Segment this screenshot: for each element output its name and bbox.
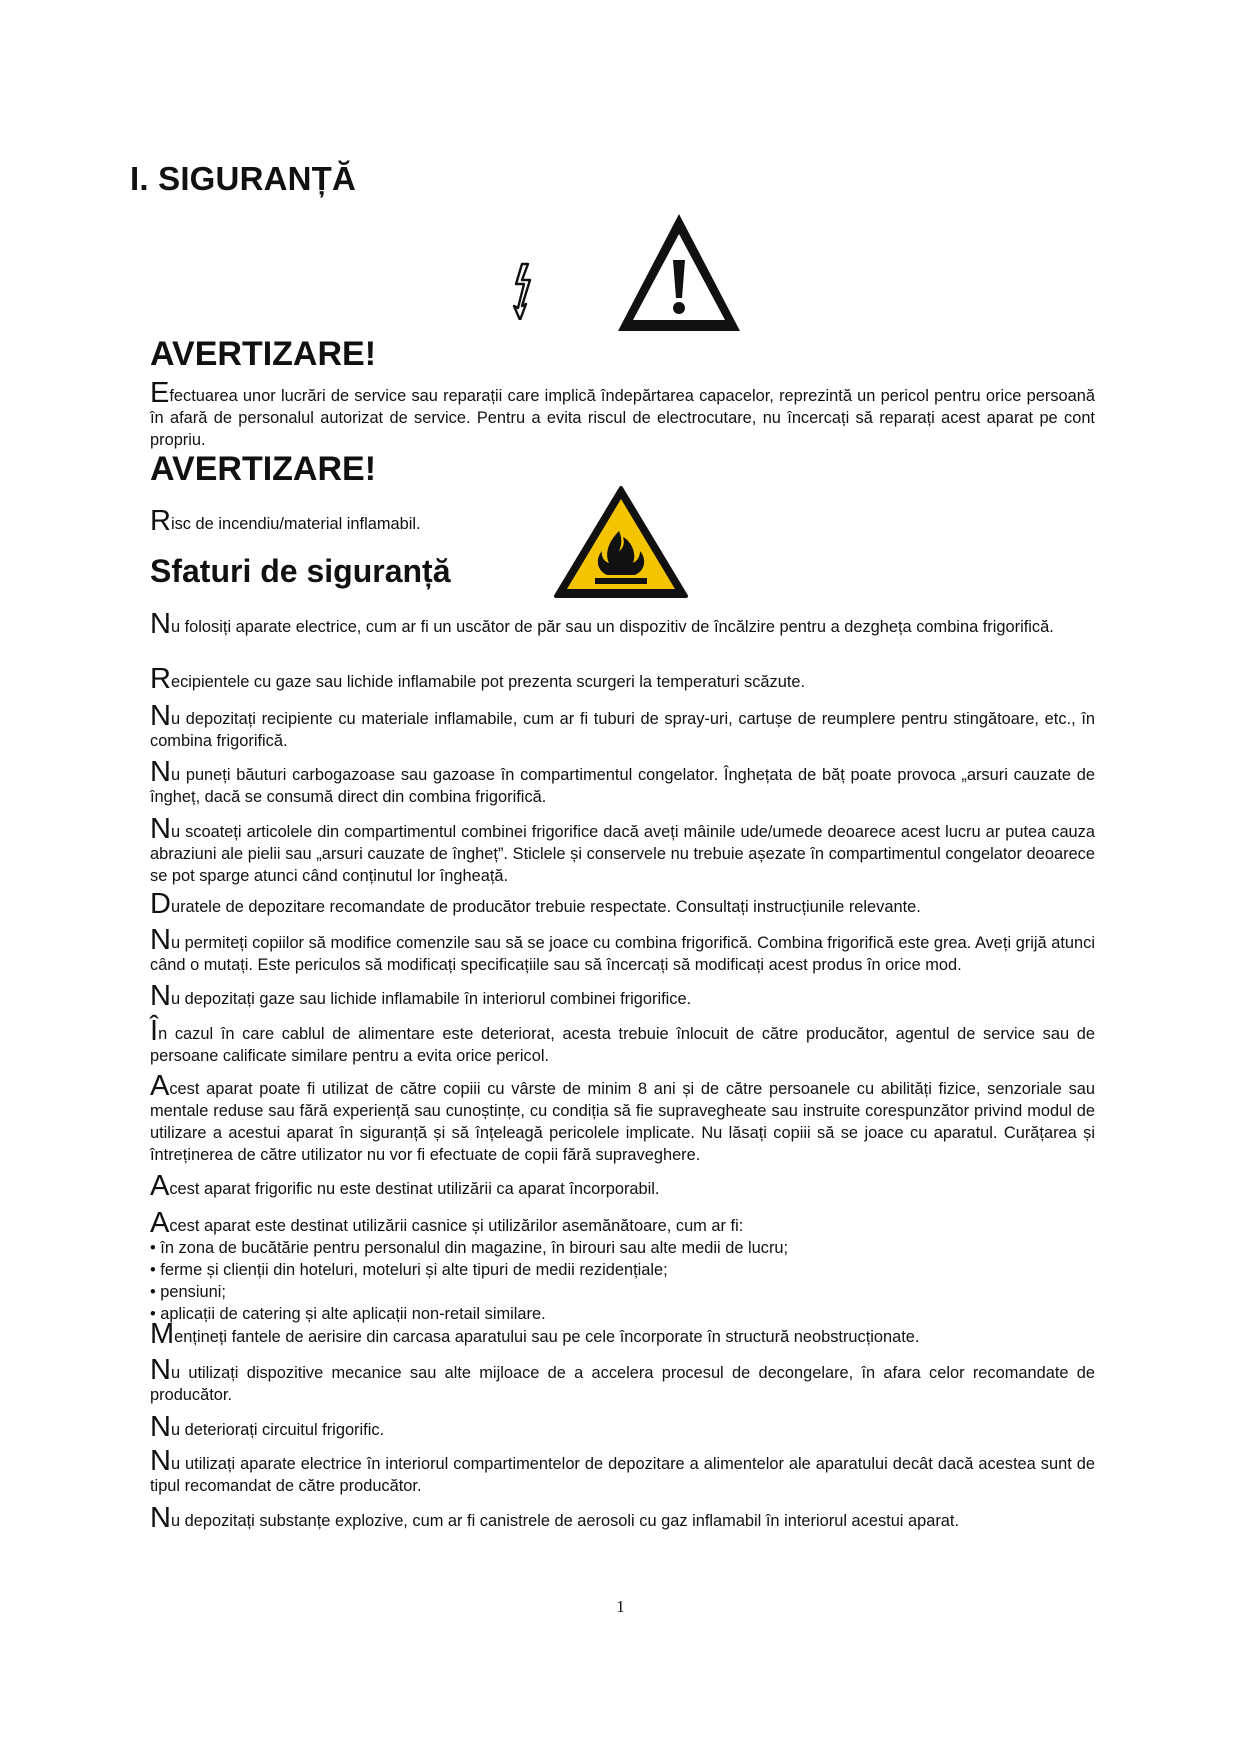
paragraph-text: u depozitați substanțe explozive, cum ar fi canistrele de aerosoli cu gaz inflamabil în interiorul acestui aparat.	[170, 1512, 960, 1530]
paragraph-text: uratele de depozitare recomandate de producător trebuie respectate. Consultați instrucțiunile relevante.	[170, 898, 921, 916]
safety-item-with-list	[150, 1207, 1095, 1325]
safety-item	[150, 888, 1095, 920]
safety-item	[150, 1411, 1095, 1443]
drop-initial: N	[150, 924, 171, 956]
paragraph-text: u puneți băuturi carbogazoase sau gazoase în compartimentul congelator. Înghețata de băț poate provoca „arsuri cauzate de îngheț, dacă se consumă direct din combina frigorifică.	[150, 766, 1095, 806]
drop-initial: R	[150, 505, 171, 537]
paragraph-text: ecipientele cu gaze sau lichide inflamabile pot prezenta scurgeri la temperaturi scăzute.	[170, 673, 806, 691]
drop-initial: N	[150, 1354, 171, 1386]
warning-heading-1: AVERTIZARE!	[150, 335, 377, 373]
paragraph-text: fectuarea unor lucrări de service sau reparații care implică îndepărtarea capacelor, reprezintă un pericol pentru orice persoană în afară de personalul autorizat de service. Pentru a evita riscul de electrocutare, nu încercați să reparați acest aparat pe cont propriu.	[150, 387, 1095, 449]
safety-item	[150, 1015, 1095, 1067]
page-title: I. SIGURANȚĂ	[130, 160, 357, 197]
safety-item	[150, 663, 1095, 695]
safety-item	[150, 756, 1095, 808]
safety-item	[150, 700, 1095, 752]
drop-initial: N	[150, 756, 171, 788]
safety-item	[150, 1170, 1095, 1202]
drop-initial: D	[150, 888, 171, 920]
drop-initial: Î	[150, 1015, 159, 1047]
drop-initial: N	[150, 980, 171, 1012]
drop-initial: A	[150, 1170, 170, 1202]
bullet-item: • în zona de bucătărie pentru personalul din magazine, în birouri sau alte medii de lucru;	[150, 1239, 789, 1257]
safety-item	[150, 924, 1095, 976]
safety-item	[150, 813, 1095, 887]
drop-initial: N	[150, 813, 171, 845]
paragraph-text: cest aparat poate fi utilizat de către copiii cu vârste de minim 8 ani și de către persoanele cu abilități fizice, senzoriale sau mentale reduse sau fără experiență sau cunoștințe, cu condiția să fie supravegheate sau instruite corespunzător privind modul de utilizare a acestui aparat în siguranță și să înțeleagă pericolele implicate. Nu lăsați copiii să se joace cu aparatul. Curățarea și întreținerea de către utilizator nu vor fi efectuate de copii fără supraveghere.	[150, 1080, 1095, 1164]
safety-item	[150, 1354, 1095, 1406]
drop-initial: R	[150, 663, 171, 695]
paragraph-text: n cazul în care cablul de alimentare este deteriorat, acesta trebuie înlocuit de către producător, agentul de service sau de persoane calificate similare pentru a evita orice pericol.	[150, 1025, 1095, 1065]
paragraph-text: isc de incendiu/material inflamabil.	[170, 515, 421, 533]
paragraph-text: u depozitați recipiente cu materiale inflamabile, cum ar fi tuburi de spray-uri, cartușe de reumplere pentru stingătoare, etc., în combina frigorifică.	[150, 710, 1095, 750]
paragraph-text: u deteriorați circuitul frigorific.	[170, 1421, 385, 1439]
bullet-item: • pensiuni;	[150, 1283, 226, 1301]
drop-initial: N	[150, 1445, 171, 1477]
bullet-item: • aplicații de catering și alte aplicații non-retail similare.	[150, 1305, 546, 1323]
electric-shock-bolt-icon	[508, 262, 542, 320]
paragraph-text: cest aparat este destinat utilizării casnice și utilizărilor asemănătoare, cum ar fi:	[169, 1217, 744, 1235]
paragraph-text: u utilizați aparate electrice în interiorul compartimentelor de depozitare a alimentelor ale aparatului decât dacă acestea sunt de tipul recomandat de către producător.	[150, 1455, 1095, 1495]
safety-item	[150, 1070, 1095, 1166]
drop-initial: M	[150, 1318, 175, 1350]
flammable-material-icon	[553, 485, 689, 599]
paragraph-text: ențineți fantele de aerisire din carcasa aparatului sau pe cele încorporate în structură neobstrucționate.	[174, 1328, 920, 1346]
safety-advice-heading: Sfaturi de siguranță	[150, 553, 451, 589]
paragraph-text: u utilizați dispozitive mecanice sau alte mijloace de a accelera procesul de decongelare, în afara celor recomandate de producător.	[150, 1364, 1095, 1404]
paragraph-text: cest aparat frigorific nu este destinat utilizării ca aparat încorporabil.	[169, 1180, 660, 1198]
paragraph-text: u depozitați gaze sau lichide inflamabile în interiorul combinei frigorifice.	[170, 990, 692, 1008]
warning-triangle-icon	[614, 210, 744, 335]
warning-text-1	[150, 377, 1095, 451]
page-number: 1	[616, 1597, 625, 1616]
usage-bullet-list	[150, 1237, 1095, 1325]
safety-item	[150, 980, 1095, 1012]
safety-item	[150, 1318, 1095, 1350]
drop-initial: N	[150, 700, 171, 732]
drop-initial: A	[150, 1070, 170, 1102]
safety-item	[150, 1445, 1095, 1497]
drop-initial: N	[150, 1502, 171, 1534]
warning-heading-2: AVERTIZARE!	[150, 450, 377, 488]
paragraph-text: u scoateți articolele din compartimentul combinei frigorifice dacă aveți mâinile ude/umede deoarece acest lucru ar putea cauza abraziuni ale pielii sau „arsuri cauzate de îngheț”. Sticlele și conservele nu trebuie așezate în compartimentul congelator deoarece se pot sparge atunci când conținutul lor îngheață.	[150, 823, 1095, 885]
drop-initial: A	[150, 1207, 170, 1239]
drop-initial: N	[150, 608, 171, 640]
drop-initial: N	[150, 1411, 171, 1443]
safety-item	[150, 608, 1095, 640]
bullet-item: • ferme și clienții din hoteluri, moteluri și alte tipuri de medii rezidențiale;	[150, 1261, 668, 1279]
safety-item	[150, 1502, 1095, 1534]
paragraph-text: u folosiți aparate electrice, cum ar fi un uscător de păr sau un dispozitiv de încălzire pentru a dezgheța combina frigorifică.	[170, 618, 1054, 636]
paragraph-text: u permiteți copiilor să modifice comenzile sau să se joace cu combina frigorifică. Combina frigorifică este grea. Aveți grijă atunci când o mutați. Este periculos să modificați specificațiile sau să încercați să modificați acest produs în orice mod.	[150, 934, 1095, 974]
drop-initial: E	[150, 377, 170, 409]
